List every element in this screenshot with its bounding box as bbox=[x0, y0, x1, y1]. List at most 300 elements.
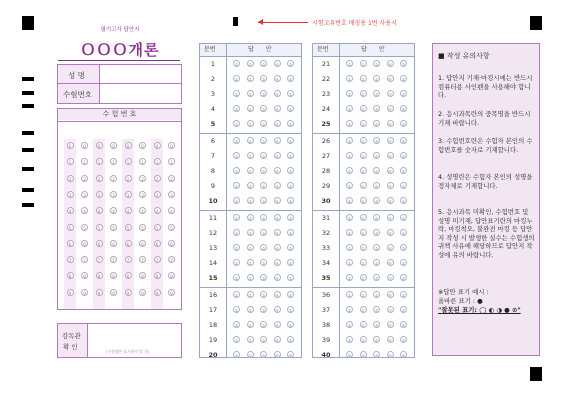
id-bubble[interactable]: 2 bbox=[81, 175, 88, 182]
id-bubble[interactable]: 1 bbox=[168, 158, 175, 165]
answer-bubble[interactable]: ② bbox=[361, 107, 365, 113]
id-bubble[interactable]: 3 bbox=[154, 191, 161, 198]
id-bubble[interactable]: 8 bbox=[110, 272, 117, 279]
answer-bubble[interactable]: ④ bbox=[388, 246, 392, 252]
answer-bubble[interactable]: ③ bbox=[261, 261, 266, 267]
answer-bubble[interactable]: ⑤ bbox=[401, 92, 406, 98]
question-number: 40 bbox=[321, 351, 331, 360]
answer-bubble[interactable]: ⑤ bbox=[288, 353, 293, 359]
answer-bubble[interactable]: ⑤ bbox=[288, 231, 293, 237]
answer-bubble[interactable]: ② bbox=[361, 122, 365, 128]
answer-bubble[interactable]: ④ bbox=[388, 261, 392, 267]
answer-bubble[interactable]: ① bbox=[347, 308, 352, 314]
answer-bubble[interactable]: ② bbox=[361, 261, 365, 267]
answer-bubble[interactable]: ⑤ bbox=[401, 293, 406, 298]
id-bubble[interactable]: 0 bbox=[139, 142, 146, 149]
id-bubble[interactable]: 9 bbox=[67, 289, 74, 296]
answer-bubble[interactable]: ⑤ bbox=[401, 139, 406, 144]
answer-bubble[interactable]: ② bbox=[361, 293, 365, 298]
id-bubble[interactable]: 1 bbox=[110, 158, 117, 165]
answer-bubble[interactable]: ④ bbox=[275, 323, 279, 329]
answer-bubble[interactable]: ③ bbox=[374, 231, 379, 237]
question-number: 30 bbox=[321, 197, 331, 206]
answer-bubble[interactable]: ④ bbox=[275, 139, 279, 144]
id-bubble[interactable]: 3 bbox=[81, 191, 88, 198]
answer-bubble[interactable]: ⑤ bbox=[401, 169, 406, 175]
id-bubble[interactable]: 6 bbox=[96, 240, 103, 247]
answer-bubble[interactable]: ④ bbox=[275, 261, 279, 267]
answer-bubble[interactable]: ③ bbox=[261, 122, 266, 128]
question-number: 36 bbox=[321, 291, 331, 299]
answer-bubble[interactable]: ④ bbox=[388, 293, 392, 298]
answer-bubble[interactable]: ② bbox=[248, 139, 252, 144]
answer-bubble[interactable]: ④ bbox=[388, 77, 392, 83]
id-bubble[interactable]: 7 bbox=[67, 256, 74, 263]
answer-bubble[interactable]: ① bbox=[234, 246, 239, 252]
answer-bubble[interactable]: ④ bbox=[388, 107, 392, 113]
answer-bubble[interactable]: ① bbox=[234, 216, 239, 221]
id-bubble[interactable]: 2 bbox=[168, 175, 175, 182]
answer-bubble[interactable]: ⑤ bbox=[401, 276, 406, 282]
id-bubble[interactable]: 6 bbox=[125, 240, 132, 247]
id-bubble[interactable]: 8 bbox=[168, 272, 175, 279]
id-bubble[interactable]: 7 bbox=[154, 256, 161, 263]
answer-bubble[interactable]: ② bbox=[248, 107, 252, 113]
correct-example: 올바른 표기 : ● bbox=[438, 297, 483, 305]
answer-bubble[interactable]: ② bbox=[361, 199, 365, 205]
id-bubble[interactable]: 3 bbox=[110, 191, 117, 198]
id-bubble[interactable]: 4 bbox=[110, 207, 117, 214]
answer-bubble[interactable]: ④ bbox=[388, 139, 392, 144]
answer-bubble[interactable]: ③ bbox=[261, 154, 266, 160]
answer-bubble[interactable]: ④ bbox=[388, 338, 392, 344]
answer-bubble[interactable]: ① bbox=[347, 293, 352, 298]
answer-bubble[interactable]: ④ bbox=[388, 323, 392, 329]
answer-bubble[interactable]: ③ bbox=[374, 246, 379, 252]
answer-bubble[interactable]: ⑤ bbox=[288, 323, 293, 329]
id-bubble[interactable]: 9 bbox=[154, 289, 161, 296]
answer-bubble[interactable]: ② bbox=[248, 308, 252, 314]
answer-bubble[interactable]: ② bbox=[361, 276, 365, 282]
answer-bubble[interactable]: ⑤ bbox=[288, 62, 293, 67]
id-bubble[interactable]: 9 bbox=[139, 289, 146, 296]
answer-bubble[interactable]: ④ bbox=[388, 216, 392, 221]
answer-bubble[interactable]: ③ bbox=[374, 62, 379, 67]
block-separator bbox=[200, 210, 301, 211]
id-bubble[interactable]: 4 bbox=[168, 207, 175, 214]
answer-bubble[interactable]: ④ bbox=[388, 353, 392, 359]
answer-bubble[interactable]: ② bbox=[361, 308, 365, 314]
answer-bubble[interactable]: ④ bbox=[275, 154, 279, 160]
answer-bubble[interactable]: ① bbox=[234, 308, 239, 314]
answer-bubble[interactable]: ① bbox=[347, 261, 352, 267]
id-bubble[interactable]: 2 bbox=[67, 175, 74, 182]
answer-bubble[interactable]: ③ bbox=[261, 216, 266, 221]
answer-bubble[interactable]: ⑤ bbox=[401, 107, 406, 113]
answer-bubble[interactable]: ① bbox=[347, 276, 352, 282]
answer-bubble[interactable]: ① bbox=[234, 77, 239, 83]
instruction-item-4: 4. 성명란은 수험자 본인의 성명을 정자체로 기재합니다. bbox=[438, 173, 533, 190]
id-bubble[interactable]: 4 bbox=[96, 207, 103, 214]
answer-bubble[interactable]: ④ bbox=[275, 62, 279, 67]
answer-bubble[interactable]: ② bbox=[248, 92, 252, 98]
answer-bubble[interactable]: ① bbox=[347, 184, 352, 190]
answer-bubble[interactable]: ③ bbox=[374, 92, 379, 98]
answer-bubble[interactable]: ① bbox=[234, 107, 239, 113]
answer-bubble[interactable]: ③ bbox=[261, 107, 266, 113]
answer-bubble[interactable]: ① bbox=[234, 199, 239, 205]
answer-bubble[interactable]: ④ bbox=[275, 77, 279, 83]
answer-bubble[interactable]: ④ bbox=[275, 308, 279, 314]
question-number: 10 bbox=[208, 197, 218, 206]
id-write-row[interactable] bbox=[58, 121, 181, 140]
id-bubble[interactable]: 8 bbox=[139, 272, 146, 279]
id-bubble[interactable]: 8 bbox=[67, 272, 74, 279]
id-bubble[interactable]: 9 bbox=[168, 289, 175, 296]
id-bubble[interactable]: 0 bbox=[96, 142, 103, 149]
supervisor-signature-area[interactable] bbox=[88, 324, 181, 348]
answer-bubble[interactable]: ① bbox=[234, 122, 239, 128]
answer-bubble[interactable]: ③ bbox=[374, 338, 379, 344]
answer-bubble[interactable]: ② bbox=[248, 199, 252, 205]
id-bubble[interactable]: 5 bbox=[110, 224, 117, 231]
answer-bubble[interactable]: ⑤ bbox=[401, 199, 406, 205]
answer-bubble[interactable]: ⑤ bbox=[288, 276, 293, 282]
answer-bubble[interactable]: ① bbox=[234, 184, 239, 190]
id-grid-title: 수 험 번 호 bbox=[58, 109, 181, 120]
header-answer: 답 안 bbox=[361, 46, 385, 53]
answer-bubble[interactable]: ④ bbox=[388, 169, 392, 175]
answer-bubble[interactable]: ③ bbox=[374, 323, 379, 329]
answer-bubble[interactable]: ③ bbox=[261, 92, 266, 98]
answer-bubble[interactable]: ⑤ bbox=[288, 216, 293, 221]
answer-bubble[interactable]: ① bbox=[347, 199, 352, 205]
answer-bubble[interactable]: ⑤ bbox=[401, 184, 406, 190]
answer-bubble[interactable]: ③ bbox=[374, 122, 379, 128]
id-bubble[interactable]: 1 bbox=[96, 158, 103, 165]
answer-bubble[interactable]: ⑤ bbox=[288, 122, 293, 128]
answer-bubble[interactable]: ③ bbox=[374, 184, 379, 190]
answer-bubble[interactable]: ③ bbox=[374, 77, 379, 83]
answer-bubble[interactable]: ③ bbox=[261, 276, 266, 282]
id-bubble[interactable]: 4 bbox=[154, 207, 161, 214]
answer-bubble[interactable]: ④ bbox=[275, 92, 279, 98]
answer-bubble[interactable]: ② bbox=[248, 184, 252, 190]
answer-bubble[interactable]: ② bbox=[361, 231, 365, 237]
answer-bubble[interactable]: ⑤ bbox=[288, 169, 293, 175]
answer-bubble[interactable]: ③ bbox=[261, 293, 266, 298]
id-bubble[interactable]: 7 bbox=[110, 256, 117, 263]
answer-bubble[interactable]: ④ bbox=[275, 216, 279, 221]
answer-bubble[interactable]: ② bbox=[248, 276, 252, 282]
answer-bubble[interactable]: ① bbox=[234, 62, 239, 67]
id-bubble[interactable]: 9 bbox=[81, 289, 88, 296]
answer-bubble[interactable]: ② bbox=[361, 246, 365, 252]
answer-bubble[interactable]: ④ bbox=[388, 184, 392, 190]
id-bubble[interactable]: 6 bbox=[81, 240, 88, 247]
id-bubble[interactable]: 2 bbox=[125, 175, 132, 182]
answer-bubble[interactable]: ⑤ bbox=[288, 107, 293, 113]
answer-bubble[interactable]: ① bbox=[347, 107, 352, 113]
id-bubble[interactable]: 0 bbox=[67, 142, 74, 149]
answer-bubble[interactable]: ⑤ bbox=[401, 338, 406, 344]
answer-bubble[interactable]: ③ bbox=[261, 62, 266, 67]
question-number: 28 bbox=[321, 167, 331, 176]
answer-bubble[interactable]: ① bbox=[234, 353, 239, 359]
id-bubble[interactable]: 1 bbox=[81, 158, 88, 165]
id-bubble[interactable]: 4 bbox=[139, 207, 146, 214]
answer-bubble[interactable]: ③ bbox=[374, 261, 379, 267]
answer-bubble[interactable]: ② bbox=[361, 139, 365, 144]
answer-bubble[interactable]: ③ bbox=[261, 246, 266, 252]
question-number: 34 bbox=[321, 259, 331, 268]
answer-bubble[interactable]: ① bbox=[347, 122, 352, 128]
id-bubble[interactable]: 4 bbox=[125, 207, 132, 214]
id-bubble[interactable]: 6 bbox=[110, 240, 117, 247]
answer-bubble[interactable]: ① bbox=[347, 231, 352, 237]
answer-bubble[interactable]: ⑤ bbox=[401, 77, 406, 83]
id-bubble[interactable]: 9 bbox=[96, 289, 103, 296]
answer-bubble[interactable]: ⑤ bbox=[288, 139, 293, 144]
answer-bubble[interactable]: ① bbox=[347, 216, 352, 221]
answer-bubble[interactable]: ⑤ bbox=[288, 154, 293, 160]
id-bubble[interactable]: 2 bbox=[139, 175, 146, 182]
answer-bubble[interactable]: ④ bbox=[388, 308, 392, 314]
answer-bubble[interactable]: ⑤ bbox=[401, 246, 406, 252]
answer-bubble[interactable]: ④ bbox=[275, 246, 279, 252]
answer-bubble[interactable]: ① bbox=[234, 139, 239, 144]
answer-bubble[interactable]: ④ bbox=[388, 92, 392, 98]
id-bubble[interactable]: 6 bbox=[139, 240, 146, 247]
answer-bubble[interactable]: ⑤ bbox=[288, 293, 293, 298]
answer-bubble[interactable]: ④ bbox=[388, 276, 392, 282]
id-bubble[interactable]: 9 bbox=[125, 289, 132, 296]
answer-bubble[interactable]: ⑤ bbox=[288, 92, 293, 98]
answer-bubble[interactable]: ③ bbox=[261, 338, 266, 344]
answer-bubble[interactable]: ① bbox=[234, 261, 239, 267]
id-bubble[interactable]: 8 bbox=[125, 272, 132, 279]
id-bubble[interactable]: 5 bbox=[139, 224, 146, 231]
answer-bubble[interactable]: ② bbox=[248, 154, 252, 160]
answer-bubble[interactable]: ① bbox=[234, 323, 239, 329]
answer-bubble[interactable]: ② bbox=[361, 77, 365, 83]
answer-bubble[interactable]: ② bbox=[361, 184, 365, 190]
answer-bubble[interactable]: ② bbox=[248, 293, 252, 298]
answer-bubble[interactable]: ⑤ bbox=[288, 308, 293, 314]
id-bubble[interactable]: 5 bbox=[125, 224, 132, 231]
answer-bubble[interactable]: ① bbox=[347, 353, 352, 359]
id-bubble[interactable]: 5 bbox=[96, 224, 103, 231]
answer-bubble[interactable]: ④ bbox=[388, 199, 392, 205]
id-bubble[interactable]: 5 bbox=[81, 224, 88, 231]
answer-bubble[interactable]: ① bbox=[347, 246, 352, 252]
answer-bubble[interactable]: ③ bbox=[374, 276, 379, 282]
answer-bubble[interactable]: ④ bbox=[275, 107, 279, 113]
id-bubble[interactable]: 2 bbox=[96, 175, 103, 182]
exam-no-input[interactable] bbox=[100, 84, 181, 103]
answer-bubble[interactable]: ⑤ bbox=[401, 323, 406, 329]
id-bubble[interactable]: 6 bbox=[67, 240, 74, 247]
id-bubble[interactable]: 8 bbox=[154, 272, 161, 279]
id-bubble[interactable]: 0 bbox=[168, 142, 175, 149]
answer-bubble[interactable]: ② bbox=[248, 122, 252, 128]
id-bubble[interactable]: 4 bbox=[67, 207, 74, 214]
answer-bubble[interactable]: ③ bbox=[374, 293, 379, 298]
answer-bubble[interactable]: ③ bbox=[261, 184, 266, 190]
answer-bubble[interactable]: ② bbox=[361, 216, 365, 221]
answer-bubble[interactable]: ③ bbox=[261, 139, 266, 144]
answer-bubble[interactable]: ⑤ bbox=[401, 154, 406, 160]
name-input[interactable] bbox=[100, 65, 181, 84]
answer-bubble[interactable]: ⑤ bbox=[401, 231, 406, 237]
answer-bubble[interactable]: ④ bbox=[275, 122, 279, 128]
id-bubble[interactable]: 3 bbox=[67, 191, 74, 198]
id-bubble[interactable]: 2 bbox=[154, 175, 161, 182]
id-bubble[interactable]: 3 bbox=[125, 191, 132, 198]
answer-bubble[interactable]: ② bbox=[361, 62, 365, 67]
answer-bubble[interactable]: ③ bbox=[374, 107, 379, 113]
answer-bubble[interactable]: ④ bbox=[275, 293, 279, 298]
id-bubble[interactable]: 3 bbox=[96, 191, 103, 198]
answer-bubble[interactable]: ② bbox=[361, 353, 365, 359]
answer-bubble[interactable]: ③ bbox=[261, 77, 266, 83]
answer-bubble[interactable]: ③ bbox=[374, 169, 379, 175]
answer-bubble[interactable]: ③ bbox=[374, 308, 379, 314]
answer-bubble[interactable]: ① bbox=[347, 77, 352, 83]
id-bubble[interactable]: 7 bbox=[81, 256, 88, 263]
id-bubble[interactable]: 5 bbox=[154, 224, 161, 231]
id-bubble[interactable]: 0 bbox=[125, 142, 132, 149]
answer-bubble[interactable]: ④ bbox=[275, 199, 279, 205]
answer-table-header bbox=[313, 44, 414, 57]
answer-bubble[interactable]: ⑤ bbox=[401, 216, 406, 221]
answer-bubble[interactable]: ② bbox=[248, 353, 252, 359]
id-bubble[interactable]: 7 bbox=[139, 256, 146, 263]
answer-bubble[interactable]: ④ bbox=[388, 62, 392, 67]
answer-bubble[interactable]: ④ bbox=[275, 338, 279, 344]
answer-bubble[interactable]: ⑤ bbox=[288, 246, 293, 252]
answer-bubble[interactable]: ④ bbox=[275, 276, 279, 282]
id-bubble[interactable]: 3 bbox=[168, 191, 175, 198]
answer-bubble[interactable]: ④ bbox=[388, 122, 392, 128]
answer-bubble[interactable]: ① bbox=[347, 323, 352, 329]
answer-bubble[interactable]: ① bbox=[234, 231, 239, 237]
answer-bubble[interactable]: ③ bbox=[261, 231, 266, 237]
answer-bubble[interactable]: ③ bbox=[261, 169, 266, 175]
id-bubble[interactable]: 9 bbox=[110, 289, 117, 296]
id-bubble[interactable]: 3 bbox=[139, 191, 146, 198]
answer-bubble[interactable]: ② bbox=[248, 231, 252, 237]
answer-bubble[interactable]: ③ bbox=[374, 154, 379, 160]
id-bubble[interactable]: 0 bbox=[81, 142, 88, 149]
answer-bubble[interactable]: ④ bbox=[388, 231, 392, 237]
id-bubble[interactable]: 1 bbox=[125, 158, 132, 165]
answer-bubble[interactable]: ① bbox=[234, 154, 239, 160]
id-bubble[interactable]: 0 bbox=[110, 142, 117, 149]
id-bubble[interactable]: 1 bbox=[67, 158, 74, 165]
answer-bubble[interactable]: ④ bbox=[275, 169, 279, 175]
answer-bubble[interactable]: ④ bbox=[275, 353, 279, 359]
question-number: 5 bbox=[210, 120, 216, 129]
block-separator bbox=[200, 133, 301, 134]
answer-bubble[interactable]: ③ bbox=[374, 353, 379, 359]
id-bubble[interactable]: 0 bbox=[154, 142, 161, 149]
id-bubble[interactable]: 7 bbox=[168, 256, 175, 263]
id-bubble[interactable]: 6 bbox=[154, 240, 161, 247]
answer-bubble[interactable]: ② bbox=[248, 62, 252, 67]
answer-bubble[interactable]: ② bbox=[361, 154, 365, 160]
answer-bubble[interactable]: ① bbox=[347, 92, 352, 98]
id-bubble[interactable]: 7 bbox=[96, 256, 103, 263]
answer-bubble[interactable]: ② bbox=[361, 92, 365, 98]
answer-bubble[interactable]: ③ bbox=[261, 353, 266, 359]
answer-bubble[interactable]: ⑤ bbox=[288, 199, 293, 205]
id-bubble[interactable]: 1 bbox=[154, 158, 161, 165]
answer-bubble[interactable]: ① bbox=[347, 154, 352, 160]
answer-bubble[interactable]: ⑤ bbox=[401, 353, 406, 359]
id-bubble[interactable]: 5 bbox=[67, 224, 74, 231]
answer-bubble[interactable]: ③ bbox=[374, 139, 379, 144]
answer-bubble[interactable]: ② bbox=[361, 338, 365, 344]
answer-bubble[interactable]: ⑤ bbox=[401, 261, 406, 267]
id-bubble[interactable]: 6 bbox=[168, 240, 175, 247]
corner-mark-bottom-right bbox=[530, 367, 542, 381]
id-bubble[interactable]: 8 bbox=[96, 272, 103, 279]
answer-bubble[interactable]: ① bbox=[234, 293, 239, 298]
answer-bubble[interactable]: ② bbox=[361, 169, 365, 175]
id-bubble[interactable]: 7 bbox=[125, 256, 132, 263]
answer-bubble[interactable]: ② bbox=[248, 216, 252, 221]
answer-bubble[interactable]: ① bbox=[347, 62, 352, 67]
answer-bubble[interactable]: ⑤ bbox=[401, 62, 406, 67]
answer-bubble[interactable]: ① bbox=[347, 338, 352, 344]
answer-bubble[interactable]: ② bbox=[361, 323, 365, 329]
answer-bubble[interactable]: ⑤ bbox=[288, 184, 293, 190]
id-bubble[interactable]: 1 bbox=[139, 158, 146, 165]
timing-mark-2 bbox=[22, 91, 34, 95]
answer-bubble[interactable]: ⑤ bbox=[288, 77, 293, 83]
answer-bubble[interactable]: ① bbox=[234, 92, 239, 98]
id-bubble[interactable]: 8 bbox=[81, 272, 88, 279]
id-bubble[interactable]: 5 bbox=[168, 224, 175, 231]
answer-bubble[interactable]: ⑤ bbox=[288, 261, 293, 267]
answer-bubble[interactable]: ① bbox=[347, 139, 352, 144]
answer-bubble[interactable]: ② bbox=[248, 338, 252, 344]
answer-bubble[interactable]: ③ bbox=[261, 199, 266, 205]
answer-bubble[interactable]: ③ bbox=[261, 308, 266, 314]
answer-bubble[interactable]: ① bbox=[347, 169, 352, 175]
id-bubble[interactable]: 4 bbox=[81, 207, 88, 214]
answer-bubble[interactable]: ② bbox=[248, 169, 252, 175]
answer-bubble[interactable]: ② bbox=[248, 323, 252, 329]
answer-bubble[interactable]: ③ bbox=[374, 199, 379, 205]
answer-bubble[interactable]: ① bbox=[234, 169, 239, 175]
answer-bubble[interactable]: ④ bbox=[388, 154, 392, 160]
answer-bubble[interactable]: ④ bbox=[275, 184, 279, 190]
answer-bubble[interactable]: ② bbox=[248, 246, 252, 252]
answer-bubble[interactable]: ② bbox=[248, 77, 252, 83]
answer-bubble[interactable]: ② bbox=[248, 261, 252, 267]
answer-bubble[interactable]: ① bbox=[234, 276, 239, 282]
answer-bubble[interactable]: ③ bbox=[261, 323, 266, 329]
answer-bubble[interactable]: ⑤ bbox=[288, 338, 293, 344]
answer-bubble[interactable]: ① bbox=[234, 338, 239, 344]
id-bubble[interactable]: 2 bbox=[110, 175, 117, 182]
answer-bubble[interactable]: ④ bbox=[275, 231, 279, 237]
answer-bubble[interactable]: ③ bbox=[374, 216, 379, 221]
answer-bubble[interactable]: ⑤ bbox=[401, 122, 406, 128]
answer-bubble[interactable]: ⑤ bbox=[401, 308, 406, 314]
